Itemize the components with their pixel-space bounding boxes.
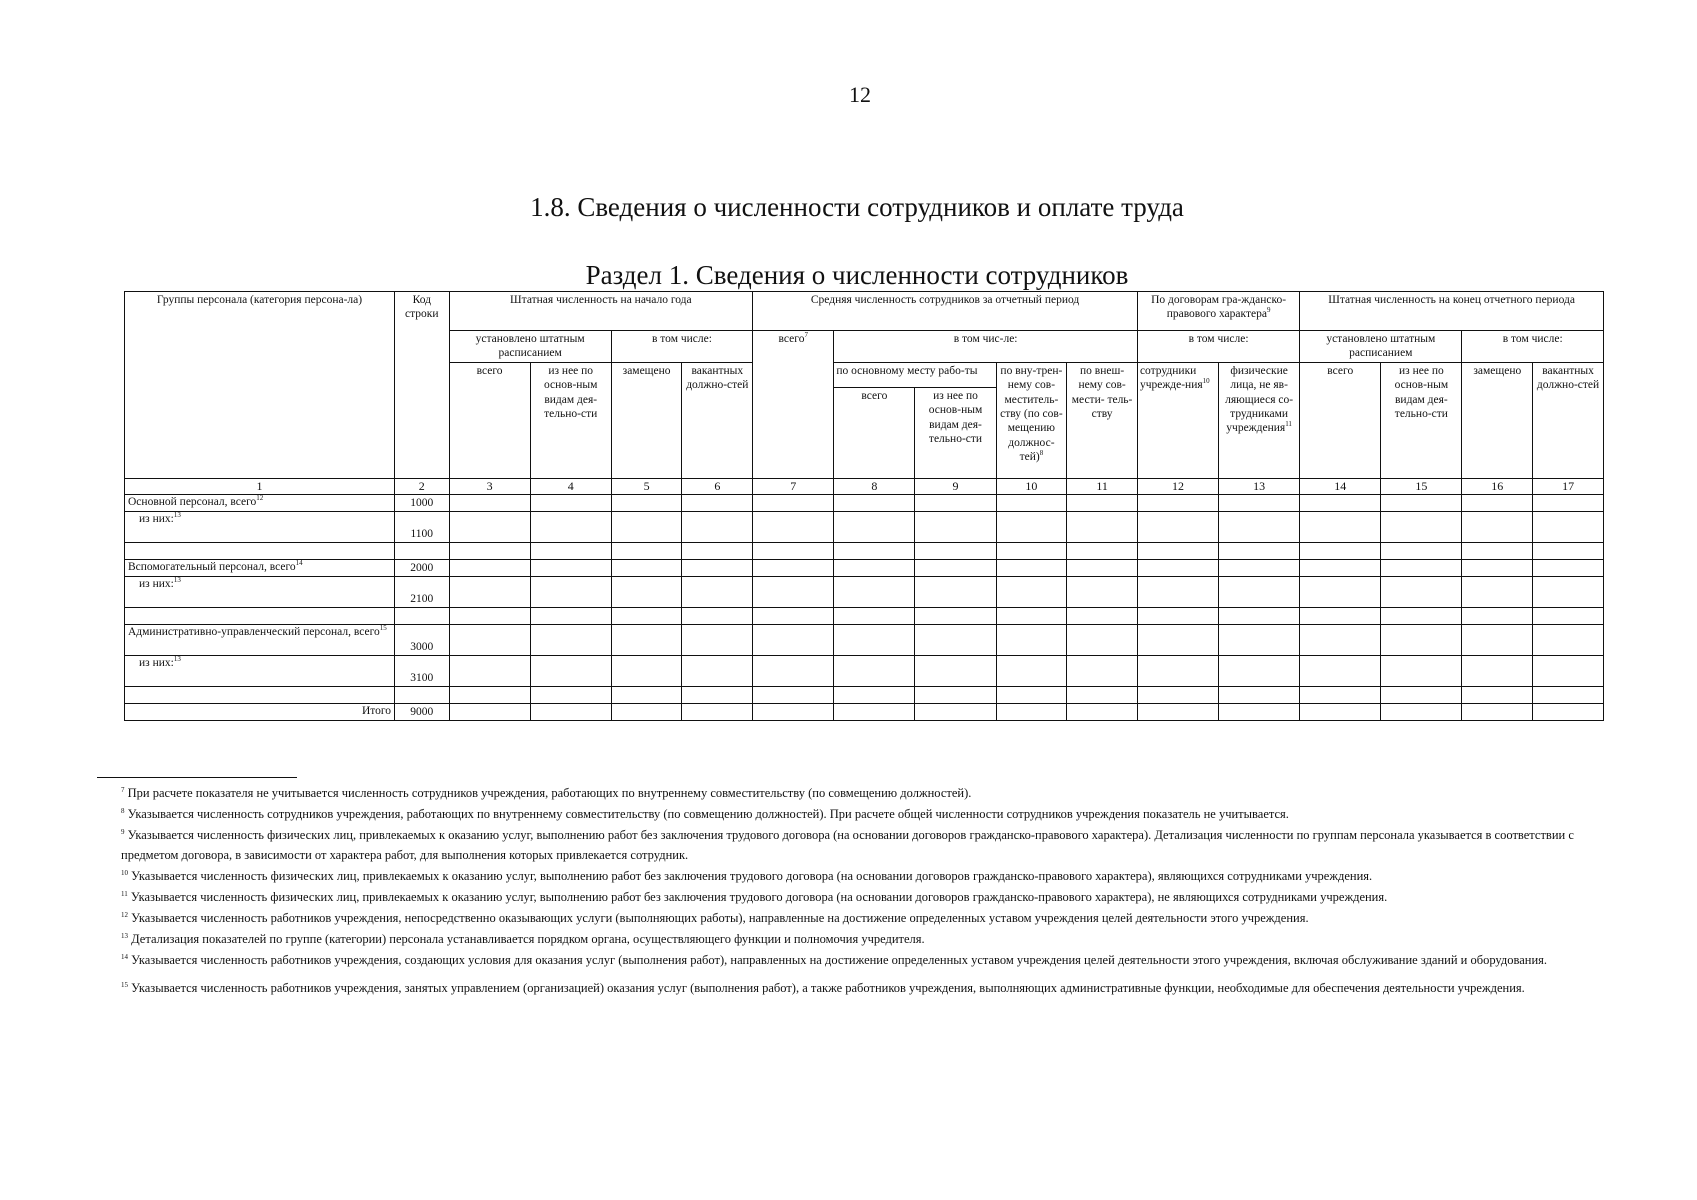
- header-civil-contracts: По договорам гра-жданско-правового характера$^9$: [1137, 292, 1299, 331]
- table-cell: [996, 542, 1067, 559]
- row-code: 9000: [395, 703, 449, 720]
- table-cell: [1300, 624, 1381, 655]
- table-cell: [834, 576, 915, 607]
- table-cell: [1533, 624, 1604, 655]
- header-row-code: Код строки: [395, 292, 449, 479]
- table-cell: [834, 686, 915, 703]
- table-cell: [1381, 559, 1462, 576]
- row-label-admin-staff: Административно-управленческий персонал, всего$^{15}$: [125, 624, 395, 655]
- table-cell: [611, 511, 682, 542]
- table-cell: [834, 624, 915, 655]
- table-cell: [1300, 511, 1381, 542]
- table-cell: [753, 607, 834, 624]
- table-cell: [915, 511, 996, 542]
- table-cell: [1219, 559, 1300, 576]
- row-code: 3000: [395, 624, 449, 655]
- table-cell: [1137, 624, 1218, 655]
- table-cell: [682, 494, 753, 511]
- header-start-filled: замещено: [611, 362, 682, 478]
- table-cell: [1137, 542, 1218, 559]
- table-cell: [611, 655, 682, 686]
- table-cell: [1219, 655, 1300, 686]
- table-cell: [1533, 542, 1604, 559]
- table-cell: [611, 559, 682, 576]
- table-cell: [395, 542, 449, 559]
- footnotes: [121, 783, 1601, 999]
- table-cell: [1137, 686, 1218, 703]
- column-number: 5: [611, 478, 682, 494]
- table-row-admin: [125, 624, 1604, 655]
- table-cell: [834, 494, 915, 511]
- table-row-aux-sub: [125, 576, 1604, 607]
- staff-count-table: [124, 291, 1604, 721]
- column-number: 11: [1067, 478, 1138, 494]
- header-external-combination: по внеш-нему сов-мести- тель- ству: [1067, 362, 1138, 478]
- table-cell: [753, 559, 834, 576]
- table-cell: [834, 703, 915, 720]
- table-cell: [1533, 703, 1604, 720]
- table-cell: [834, 511, 915, 542]
- table-cell: [1219, 494, 1300, 511]
- column-number: 13: [1219, 478, 1300, 494]
- table-cell: [1381, 703, 1462, 720]
- table-cell: [834, 607, 915, 624]
- column-number: 3: [449, 478, 530, 494]
- table-cell: [530, 624, 611, 655]
- table-row-empty: [125, 686, 1604, 703]
- table-cell: [530, 576, 611, 607]
- table-cell: [682, 703, 753, 720]
- header-mw-total: всего: [834, 387, 915, 478]
- table-cell: [530, 686, 611, 703]
- footnote: $^7$ При расчете показателя не учитывается численность сотрудников учреждения, работающих по внутреннему совместительству (по совмещению должностей).: [121, 785, 972, 800]
- table-cell: [682, 511, 753, 542]
- header-employees: сотрудники учрежде-ния$^{10}$: [1137, 362, 1218, 478]
- column-number: 6: [682, 478, 753, 494]
- page-title: 1.8. Сведения о численности сотрудников и оплате труда: [530, 192, 1184, 222]
- footnote: $^{13}$ Детализация показателей по группе (категории) персонала устанавливается порядком органа, осуществляющего функции и полномочия учредителя.: [121, 931, 925, 946]
- row-label-main-staff: Основной персонал, всего$^{12}$: [125, 494, 395, 511]
- table-cell: [1300, 686, 1381, 703]
- table-cell: [753, 703, 834, 720]
- table-cell: [996, 624, 1067, 655]
- table-cell: [530, 703, 611, 720]
- table-cell: [753, 655, 834, 686]
- table-cell: [1067, 703, 1138, 720]
- header-start-vacant: вакантных должно-стей: [682, 362, 753, 478]
- footnote: $^{11}$ Указывается численность физических лиц, привлекаемых к оказанию услуг, выполнению работ без заключения трудового договора (на основании договоров гражданско-правового характера), не являющихся сотрудниками учреждения.: [121, 889, 1388, 904]
- table-cell: [449, 576, 530, 607]
- table-cell: [1533, 559, 1604, 576]
- header-average-count: Средняя численность сотрудников за отчетный период: [753, 292, 1138, 331]
- table-cell: [1533, 494, 1604, 511]
- header-including-start: в том числе:: [611, 331, 752, 363]
- column-number: 2: [395, 478, 449, 494]
- header-internal-combination: по вну-трен-нему сов-меститель-ству (по сов-мещению должнос-тей)$^8$: [996, 362, 1067, 478]
- table-cell: [611, 686, 682, 703]
- table-cell: [611, 542, 682, 559]
- table-cell: [1219, 511, 1300, 542]
- table-cell: [1219, 542, 1300, 559]
- table-cell: [996, 703, 1067, 720]
- table-cell: [1219, 703, 1300, 720]
- table-cell: [1533, 511, 1604, 542]
- table-cell: [1137, 576, 1218, 607]
- table-cell: [915, 686, 996, 703]
- column-number-row: [125, 478, 1604, 494]
- table-cell: [1462, 494, 1533, 511]
- column-number: 16: [1462, 478, 1533, 494]
- table-cell: [1137, 559, 1218, 576]
- table-cell: [1067, 686, 1138, 703]
- table-cell: [1300, 494, 1381, 511]
- table-cell: [1381, 655, 1462, 686]
- table-cell: [1300, 607, 1381, 624]
- table-cell: [611, 703, 682, 720]
- column-number: 15: [1381, 478, 1462, 494]
- table-cell: [1067, 576, 1138, 607]
- table-cell: [1381, 686, 1462, 703]
- table-cell: [1381, 576, 1462, 607]
- header-start-of-year: Штатная численность на начало года: [449, 292, 753, 331]
- table-cell: [1381, 607, 1462, 624]
- table-cell: [449, 624, 530, 655]
- table-cell: [449, 559, 530, 576]
- table-cell: [915, 559, 996, 576]
- footnote: $^{14}$ Указывается численность работников учреждения, создающих условия для оказания услуг (выполнения работ), направленных на достижение определенных уставом учреждения целей деятельности этого учреждения, включая обслуживание зданий и оборудования.: [121, 952, 1548, 967]
- table-cell: [125, 607, 395, 624]
- page-number: 12: [849, 82, 871, 107]
- table-cell: [449, 607, 530, 624]
- table-cell: [449, 511, 530, 542]
- table-cell: [753, 494, 834, 511]
- row-code: 1100: [395, 511, 449, 542]
- row-label-of-which: из них:$^{13}$: [125, 511, 395, 542]
- table-cell: [915, 542, 996, 559]
- table-cell: [1219, 686, 1300, 703]
- header-main-workplace: по основному месту рабо-ты: [834, 362, 996, 387]
- column-number: 1: [125, 478, 395, 494]
- row-label-of-which: из них:$^{13}$: [125, 576, 395, 607]
- table-cell: [449, 494, 530, 511]
- table-cell: [611, 607, 682, 624]
- row-code: 3100: [395, 655, 449, 686]
- table-cell: [1462, 559, 1533, 576]
- header-contract-including: в том числе:: [1137, 331, 1299, 363]
- table-cell: [125, 686, 395, 703]
- footnote: $^{15}$ Указывается численность работников учреждения, занятых управлением (организацией) оказания услуг (выполнения работ), а также работников учреждения, выполняющих административные функции, необходимые для обеспечения деятельности учреждения.: [121, 980, 1525, 995]
- table-cell: [1067, 559, 1138, 576]
- row-label-of-which: из них:$^{13}$: [125, 655, 395, 686]
- table-cell: [449, 686, 530, 703]
- table-cell: [682, 686, 753, 703]
- table-cell: [1067, 624, 1138, 655]
- table-cell: [530, 607, 611, 624]
- table-cell: [996, 494, 1067, 511]
- table-cell: [530, 494, 611, 511]
- table-cell: [1067, 494, 1138, 511]
- table-row-total: [125, 703, 1604, 720]
- table-cell: [682, 576, 753, 607]
- table-cell: [753, 624, 834, 655]
- table-cell: [1381, 624, 1462, 655]
- footnote: $^{12}$ Указывается численность работников учреждения, непосредственно оказывающих услуги (выполняющих работы), направленные на достижение определенных уставом учреждения целей деятельности этого учреждения.: [121, 910, 1309, 925]
- table-cell: [125, 542, 395, 559]
- row-code: 2000: [395, 559, 449, 576]
- table-cell: [1067, 607, 1138, 624]
- table-cell: [611, 576, 682, 607]
- table-row-aux: [125, 559, 1604, 576]
- table-cell: [915, 655, 996, 686]
- header-avg-total: всего$^7$: [753, 331, 834, 479]
- table-cell: [1300, 655, 1381, 686]
- table-cell: [915, 576, 996, 607]
- column-number: 8: [834, 478, 915, 494]
- table-cell: [996, 576, 1067, 607]
- table-cell: [753, 511, 834, 542]
- row-label-aux-staff: Вспомогательный персонал, всего$^{14}$: [125, 559, 395, 576]
- table-cell: [530, 655, 611, 686]
- table-cell: [1137, 655, 1218, 686]
- table-cell: [1462, 576, 1533, 607]
- table-cell: [682, 559, 753, 576]
- table-cell: [530, 511, 611, 542]
- header-including-end: в том числе:: [1462, 331, 1604, 363]
- column-number: 17: [1533, 478, 1604, 494]
- table-cell: [1381, 511, 1462, 542]
- header-row-1: [125, 292, 1604, 331]
- table-cell: [834, 655, 915, 686]
- table-cell: [1462, 655, 1533, 686]
- table-cell: [834, 542, 915, 559]
- header-end-of-period: Штатная численность на конец отчетного периода: [1300, 292, 1604, 331]
- footnote: $^8$ Указывается численность сотрудников учреждения, работающих по внутреннему совместительству (по совмещению должностей). При расчете общей численности сотрудников учреждения показатель не учитывается.: [121, 806, 1289, 821]
- table-cell: [1300, 542, 1381, 559]
- table-cell: [834, 559, 915, 576]
- table-row-empty: [125, 542, 1604, 559]
- table-row-main: [125, 494, 1604, 511]
- table-row-main-sub: [125, 511, 1604, 542]
- header-end-main-activity: из нее по основ-ным видам дея- тельно-сти: [1381, 362, 1462, 478]
- table-cell: [1219, 624, 1300, 655]
- header-personnel-groups: Группы персонала (категория персона-ла): [125, 292, 395, 479]
- header-start-total: всего: [449, 362, 530, 478]
- table-cell: [682, 607, 753, 624]
- table-cell: [611, 624, 682, 655]
- table-cell: [1300, 559, 1381, 576]
- table-cell: [915, 703, 996, 720]
- table-cell: [753, 542, 834, 559]
- table-cell: [1462, 624, 1533, 655]
- column-number: 10: [996, 478, 1067, 494]
- header-end-vacant: вакантных должно-стей: [1533, 362, 1604, 478]
- column-number: 12: [1137, 478, 1218, 494]
- column-number: 7: [753, 478, 834, 494]
- table-cell: [1462, 703, 1533, 720]
- table-cell: [1533, 655, 1604, 686]
- table-cell: [1137, 494, 1218, 511]
- table-cell: [1462, 607, 1533, 624]
- column-number: 14: [1300, 478, 1381, 494]
- table-cell: [1067, 655, 1138, 686]
- header-avg-including: в том чис-ле:: [834, 331, 1138, 363]
- table-cell: [449, 703, 530, 720]
- header-end-filled: замещено: [1462, 362, 1533, 478]
- table-cell: [395, 607, 449, 624]
- table-cell: [449, 655, 530, 686]
- table-cell: [1219, 576, 1300, 607]
- table-cell: [530, 559, 611, 576]
- section-title: Раздел 1. Сведения о численности сотрудников: [585, 260, 1129, 290]
- table-cell: [682, 655, 753, 686]
- table-cell: [1219, 607, 1300, 624]
- table-cell: [1381, 542, 1462, 559]
- table-cell: [1462, 511, 1533, 542]
- table-row-empty: [125, 607, 1604, 624]
- header-mw-main-activity: из нее по основ-ным видам дея- тельно-сти: [915, 387, 996, 478]
- table-cell: [753, 686, 834, 703]
- table-cell: [1067, 511, 1138, 542]
- header-end-total: всего: [1300, 362, 1381, 478]
- table-cell: [395, 686, 449, 703]
- table-cell: [915, 624, 996, 655]
- table-cell: [753, 576, 834, 607]
- table-cell: [530, 542, 611, 559]
- table-cell: [682, 624, 753, 655]
- header-start-main-activity: из нее по основ-ным видам дея- тельно-сти: [530, 362, 611, 478]
- table-cell: [1533, 576, 1604, 607]
- row-code: 2100: [395, 576, 449, 607]
- header-individuals: физические лица, не яв-ляющиеся со-трудниками учреждения$^{11}$: [1219, 362, 1300, 478]
- table-cell: [996, 655, 1067, 686]
- table-cell: [996, 559, 1067, 576]
- table-cell: [1300, 576, 1381, 607]
- footnote: $^{10}$ Указывается численность физических лиц, привлекаемых к оказанию услуг, выполнению работ без заключения трудового договора (на основании договоров гражданско-правового характера), являющихся сотрудниками учреждения.: [121, 868, 1373, 883]
- table-cell: [1137, 511, 1218, 542]
- table-cell: [1067, 542, 1138, 559]
- table-cell: [1462, 686, 1533, 703]
- footnote: $^9$ Указывается численность физических лиц, привлекаемых к оказанию услуг, выполнению работ без заключения трудового договора (на основании договоров гражданско-правового характера). Детализация численности по группам персонала указывается в соответствии с предметом договора, в зависимости от характера работ, для выполнения которых привлекается сотрудник.: [121, 827, 1574, 862]
- footnote-divider: [97, 777, 297, 778]
- column-number: 9: [915, 478, 996, 494]
- table-cell: [1300, 703, 1381, 720]
- table-cell: [449, 542, 530, 559]
- table-cell: [1533, 607, 1604, 624]
- row-code: 1000: [395, 494, 449, 511]
- table-cell: [1137, 703, 1218, 720]
- table-cell: [996, 607, 1067, 624]
- staff-table-container: [124, 291, 1604, 721]
- column-number: 4: [530, 478, 611, 494]
- table-cell: [1381, 494, 1462, 511]
- table-cell: [1533, 686, 1604, 703]
- row-label-total: Итого: [125, 703, 395, 720]
- table-cell: [611, 494, 682, 511]
- table-cell: [996, 511, 1067, 542]
- table-cell: [682, 542, 753, 559]
- table-cell: [996, 686, 1067, 703]
- table-row-admin-sub: [125, 655, 1604, 686]
- table-cell: [915, 494, 996, 511]
- table-cell: [915, 607, 996, 624]
- header-established-start: установлено штатным расписанием: [449, 331, 611, 363]
- header-established-end: установлено штатным расписанием: [1300, 331, 1462, 363]
- table-cell: [1462, 542, 1533, 559]
- table-cell: [1137, 607, 1218, 624]
